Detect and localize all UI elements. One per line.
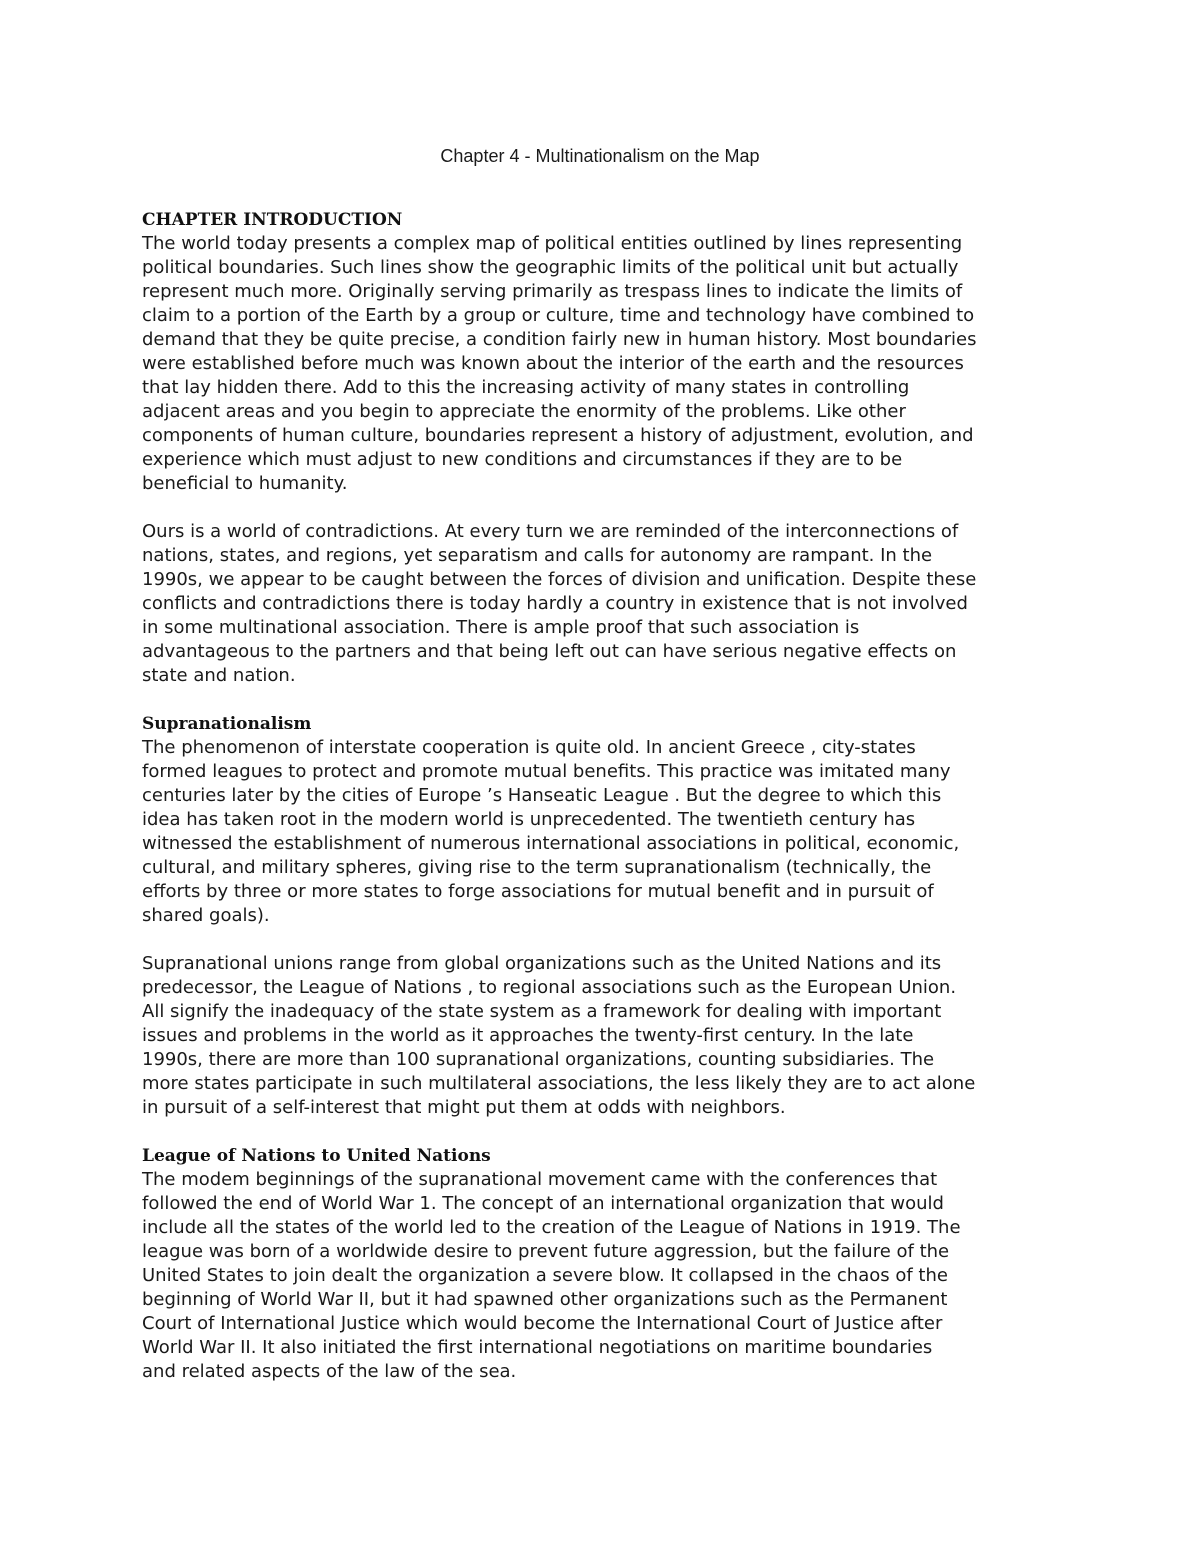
text-line: claim to a portion of the Earth by a group or culture, time and technology have combined to — [142, 305, 975, 326]
text-line: Ours is a world of contradictions. At every turn we are reminded of the interconnections of — [142, 521, 959, 542]
text-line: league was born of a worldwide desire to prevent future aggression, but the failure of the — [142, 1241, 950, 1262]
text-line: All signify the inadequacy of the state system as a framework for dealing with important — [142, 1001, 942, 1022]
text-line: centuries later by the cities of Europe ’s Hanseatic League . But the degree to which this — [142, 785, 942, 806]
text-line: World War II. It also initiated the first international negotiations on maritime boundaries — [142, 1337, 933, 1358]
document-body — [142, 208, 1062, 1384]
section-heading: CHAPTER INTRODUCTION — [142, 210, 403, 230]
paragraph-gap — [142, 688, 1062, 712]
paragraph — [142, 1168, 1062, 1384]
text-line: advantageous to the partners and that being left out can have serious negative effects on — [142, 641, 957, 662]
text-line: include all the states of the world led to the creation of the League of Nations in 1919. The — [142, 1217, 961, 1238]
section-heading: League of Nations to United Nations — [142, 1146, 491, 1166]
text-line: The phenomenon of interstate cooperation is quite old. In ancient Greece , city-states — [142, 737, 916, 758]
text-line: Supranational unions range from global organizations such as the United Nations and its — [142, 953, 942, 974]
paragraph — [142, 736, 1062, 928]
text-line: nations, states, and regions, yet separatism and calls for autonomy are rampant. In the — [142, 545, 933, 566]
text-line: demand that they be quite precise, a condition fairly new in human history. Most boundaries — [142, 329, 977, 350]
text-line: cultural, and military spheres, giving rise to the term supranationalism (technically, the — [142, 857, 932, 878]
text-line: experience which must adjust to new conditions and circumstances if they are to be — [142, 449, 903, 470]
paragraph — [142, 952, 1062, 1120]
paragraph-gap — [142, 928, 1062, 952]
paragraph-gap — [142, 496, 1062, 520]
paragraph-gap — [142, 1120, 1062, 1144]
text-line: adjacent areas and you begin to appreciate the enormity of the problems. Like other — [142, 401, 906, 422]
section-heading: Supranationalism — [142, 714, 312, 734]
text-line: beginning of World War II, but it had spawned other organizations such as the Permanent — [142, 1289, 948, 1310]
paragraph — [142, 520, 1062, 688]
text-line: in pursuit of a self-interest that might put them at odds with neighbors. — [142, 1097, 786, 1118]
text-line: in some multinational association. There is ample proof that such association is — [142, 617, 860, 638]
paragraph — [142, 232, 1062, 496]
text-line: witnessed the establishment of numerous international associations in political, economic, — [142, 833, 960, 854]
text-line: The world today presents a complex map of political entities outlined by lines representing — [142, 233, 963, 254]
text-line: United States to join dealt the organization a severe blow. It collapsed in the chaos of the — [142, 1265, 948, 1286]
text-line: that lay hidden there. Add to this the increasing activity of many states in controlling — [142, 377, 910, 398]
text-line: Court of International Justice which would become the International Court of Justice after — [142, 1313, 943, 1334]
text-line: idea has taken root in the modern world is unprecedented. The twentieth century has — [142, 809, 916, 830]
text-line: beneficial to humanity. — [142, 473, 348, 494]
text-line: 1990s, there are more than 100 supranational organizations, counting subsidiaries. The — [142, 1049, 935, 1070]
text-line: predecessor, the League of Nations , to regional associations such as the European Union. — [142, 977, 957, 998]
text-line: followed the end of World War 1. The concept of an international organization that would — [142, 1193, 944, 1214]
text-line: conflicts and contradictions there is today hardly a country in existence that is not involved — [142, 593, 968, 614]
text-line: were established before much was known about the interior of the earth and the resources — [142, 353, 964, 374]
text-line: 1990s, we appear to be caught between the forces of division and unification. Despite these — [142, 569, 977, 590]
text-line: components of human culture, boundaries represent a history of adjustment, evolution, and — [142, 425, 974, 446]
text-line: political boundaries. Such lines show the geographic limits of the political unit but actually — [142, 257, 959, 278]
text-line: The modem beginnings of the supranational movement came with the conferences that — [142, 1169, 938, 1190]
text-line: and related aspects of the law of the sea. — [142, 1361, 517, 1382]
text-line: more states participate in such multilateral associations, the less likely they are to act alone — [142, 1073, 976, 1094]
text-line: state and nation. — [142, 665, 296, 686]
text-line: formed leagues to protect and promote mutual benefits. This practice was imitated many — [142, 761, 951, 782]
document-title: Chapter 4 - Multinationalism on the Map — [440, 146, 760, 166]
text-line: efforts by three or more states to forge associations for mutual benefit and in pursuit of — [142, 881, 934, 902]
text-line: issues and problems in the world as it approaches the twenty-first century. In the late — [142, 1025, 914, 1046]
text-line: shared goals). — [142, 905, 270, 926]
text-line: represent much more. Originally serving primarily as trespass lines to indicate the limits of — [142, 281, 963, 302]
